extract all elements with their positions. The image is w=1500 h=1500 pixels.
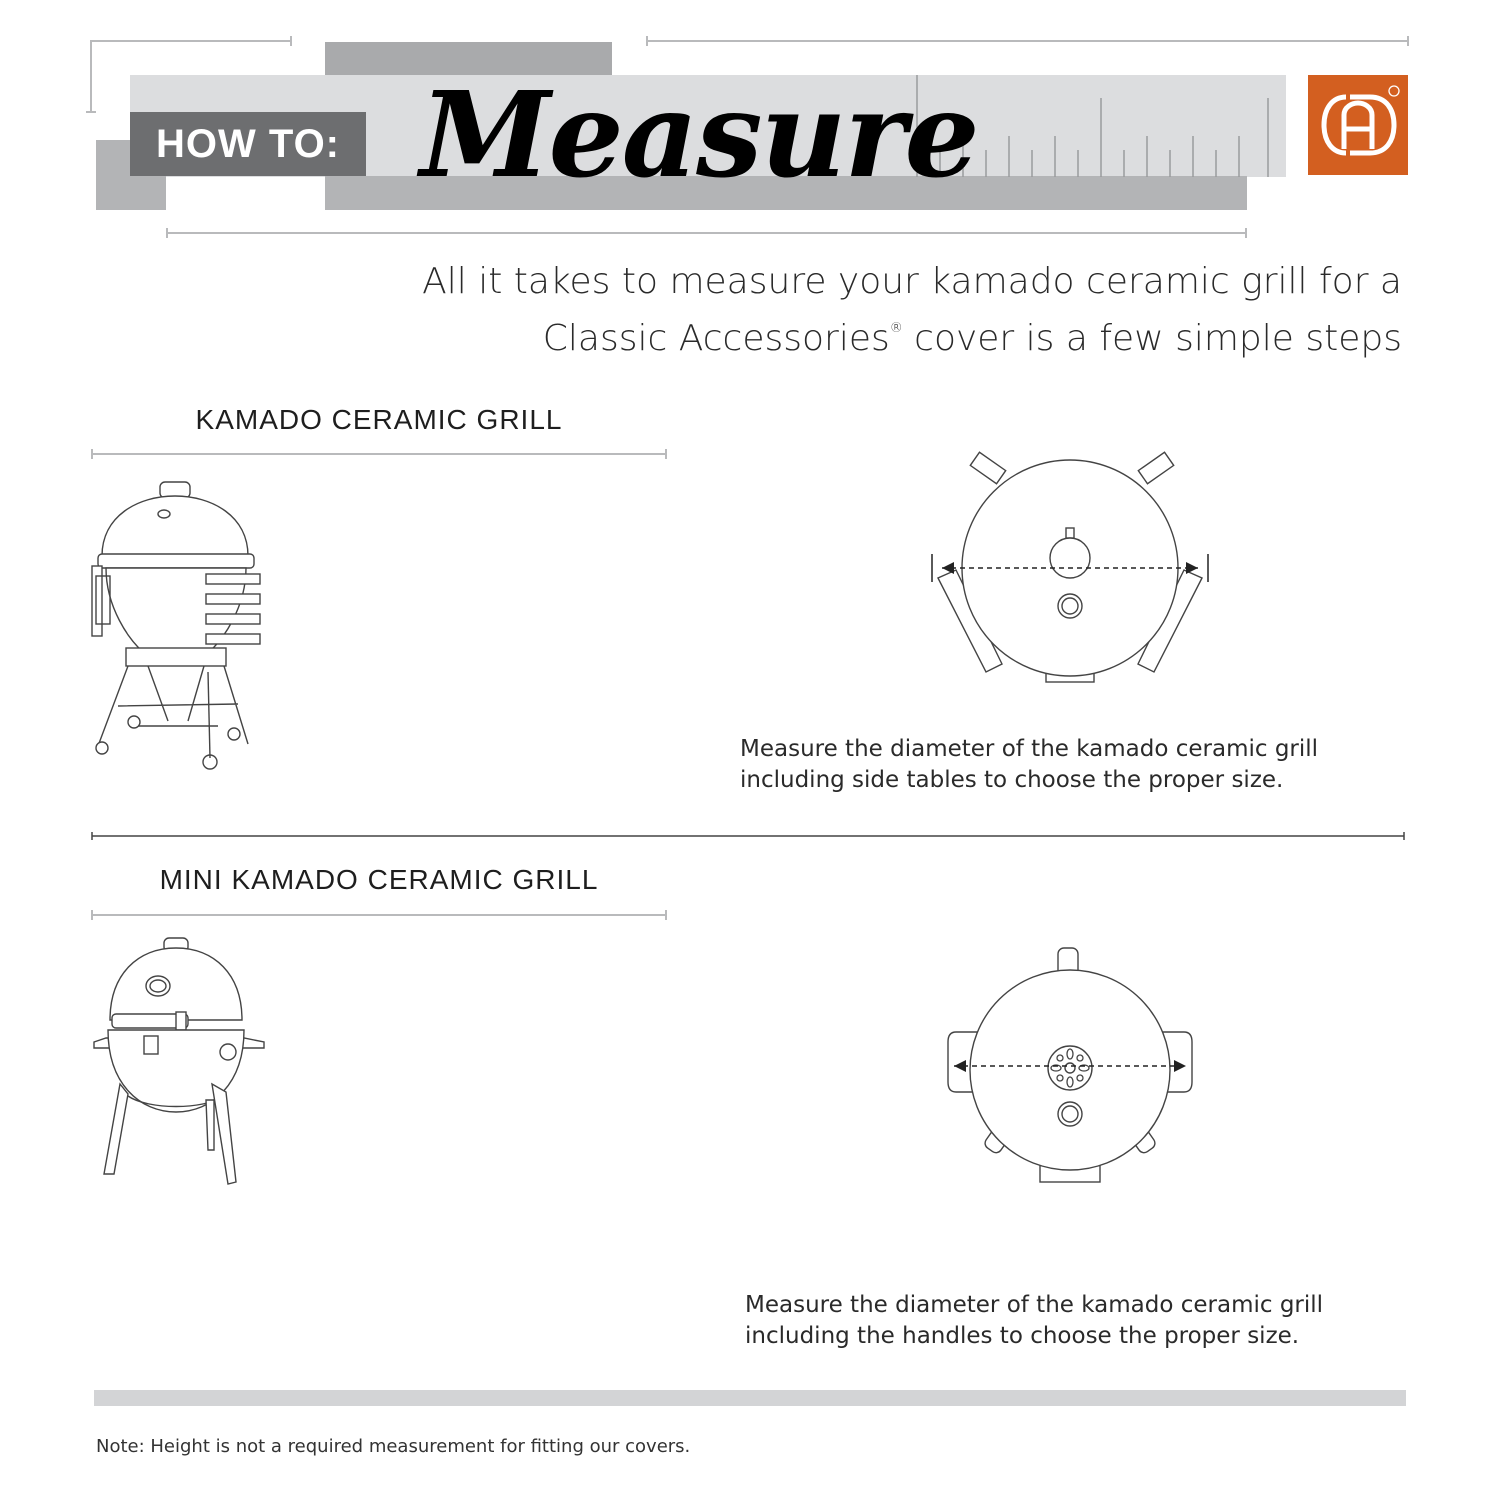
kamado-grill-side-icon [88,476,278,776]
section-divider-mini-kamado [88,907,670,923]
intro-text [422,258,1402,362]
how-to-label: HOW TO: [130,112,366,176]
mini-kamado-grill-top-diagram-icon [940,940,1200,1190]
intro-brand: Classic Accessories [542,318,890,359]
section-divider-kamado [88,446,670,462]
caption-kamado [740,734,1318,796]
section-title-kamado: KAMADO CERAMIC GRILL [195,404,563,435]
caption-mini-kamado-line-2: including the handles to choose the proper size. [745,1323,1300,1349]
kamado-grill-top-diagram-icon [920,450,1220,690]
section-title-mini-kamado: MINI KAMADO CERAMIC GRILL [159,864,599,895]
footer-bar [94,1390,1406,1406]
mini-kamado-grill-side-icon [88,934,278,1194]
caption-kamado-line-2: including side tables to choose the proper size. [740,767,1284,793]
registered-mark: ® [889,321,903,336]
classic-accessories-logo-icon [1308,75,1408,175]
intro-line-2 [422,305,1402,362]
page-title: Measure [420,65,978,204]
intro-line-1: All it takes to measure your kamado ceramic grill for a [422,261,1402,302]
intro-line-2-rest: cover is a few simple steps [902,318,1402,359]
caption-mini-kamado-line-1: Measure the diameter of the kamado ceramic grill [745,1292,1324,1318]
caption-kamado-line-1: Measure the diameter of the kamado ceramic grill [740,736,1319,762]
section-separator [88,828,1408,844]
footnote: Note: Height is not a required measurement for fitting our covers. [96,1436,691,1457]
caption-mini-kamado [745,1290,1323,1352]
